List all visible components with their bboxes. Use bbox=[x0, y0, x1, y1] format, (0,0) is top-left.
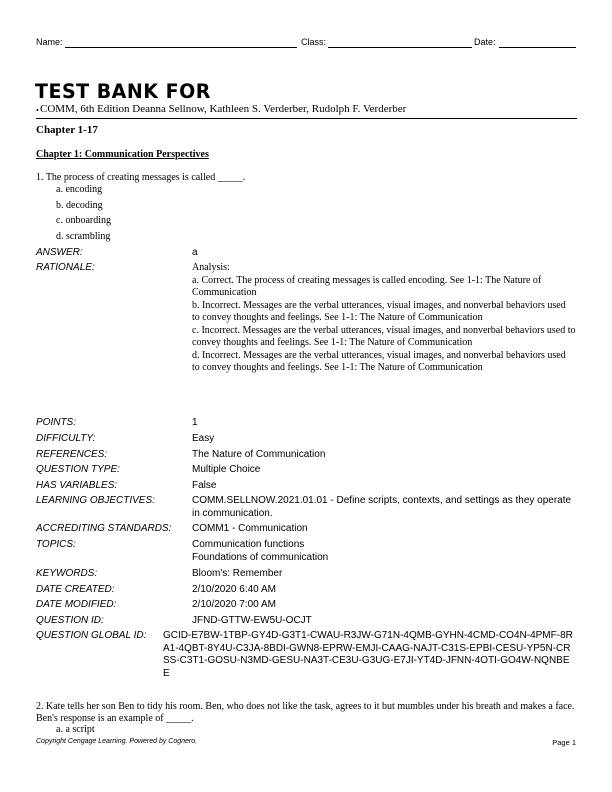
rationale-label: RATIONALE: bbox=[36, 262, 95, 273]
answer-label: ANSWER: bbox=[36, 247, 83, 258]
title-divider bbox=[36, 118, 577, 119]
topics-label: TOPICS: bbox=[36, 539, 76, 550]
question-id-label: QUESTION ID: bbox=[36, 615, 104, 626]
difficulty-value: Easy bbox=[192, 433, 215, 444]
keywords-label: KEYWORDS: bbox=[36, 568, 98, 579]
question-1-option-c: c. onboarding bbox=[56, 215, 111, 226]
learning-objectives-value: COMM.SELLNOW.2021.01.01 - Define scripts, contexts, and settings as they operate in communication. bbox=[192, 495, 572, 519]
class-label: Class: bbox=[301, 37, 327, 47]
section-heading: Chapter 1: Communication Perspectives bbox=[36, 149, 209, 160]
rationale-text bbox=[192, 262, 576, 375]
question-type-label: QUESTION TYPE: bbox=[36, 464, 120, 475]
accrediting-standards-label: ACCREDITING STANDARDS: bbox=[36, 523, 172, 534]
date-created-label: DATE CREATED: bbox=[36, 584, 115, 595]
points-value: 1 bbox=[192, 417, 198, 428]
footer-copyright: Copyright Cengage Learning. Powered by Cognero. bbox=[36, 738, 198, 745]
difficulty-label: DIFFICULTY: bbox=[36, 433, 96, 444]
question-1-stem: 1. The process of creating messages is called _____. bbox=[36, 172, 246, 183]
book-citation: COMM, 6th Edition Deanna Sellnow, Kathleen S. Verderber, Rudolph F. Verderber bbox=[40, 103, 407, 115]
topics-value-1: Communication functions bbox=[192, 539, 305, 550]
page-title: TEST BANK FOR bbox=[35, 80, 211, 104]
student-info-header bbox=[36, 37, 576, 51]
keywords-value: Bloom's: Remember bbox=[192, 568, 283, 579]
rationale-c: c. Incorrect. Messages are the verbal utterances, visual images, and nonverbal behaviors used to convey thoughts and feelings. See 1-1: The Nature of Communication bbox=[192, 324, 576, 348]
name-blank[interactable] bbox=[65, 47, 297, 48]
learning-objectives-label: LEARNING OBJECTIVES: bbox=[36, 495, 155, 506]
rationale-heading: Analysis: bbox=[192, 262, 230, 273]
topics-value-2: Foundations of communication bbox=[192, 551, 329, 563]
has-variables-value: False bbox=[192, 480, 217, 491]
date-blank[interactable] bbox=[499, 47, 576, 48]
question-2-stem: 2. Kate tells her son Ben to tidy his room. Ben, who does not like the task, agrees to it but mumbles under his breath and makes a face. Ben's response is an example of _____. bbox=[36, 701, 575, 724]
answer-value: a bbox=[192, 247, 198, 258]
question-1-option-d: d. scrambling bbox=[56, 231, 111, 242]
has-variables-label: HAS VARIABLES: bbox=[36, 480, 118, 491]
chapter-heading: Chapter 1-17 bbox=[36, 124, 98, 136]
class-blank[interactable] bbox=[328, 47, 472, 48]
question-global-id-value: GCID-E7BW-1TBP-GY4D-G3T1-CWAU-R3JW-G71N-4QMB-GYHN-4CMD-CO4N-4PMF-8RA1-4QBT-8Y4U-C3JA-8BDI-GWN8-EPRW-EMJI-CAAG-NAJT-C31S-EPBI-CESU-YP5N-CRSS-C3T1-GOSU-N3MD-GESU-NA3T-CE3U-G3UG-E7JI-YT4D-JFNN-4OTI-GO4W-NQNBEE bbox=[163, 630, 573, 679]
question-1-option-b: b. decoding bbox=[56, 200, 103, 211]
question-id-value: JFND-GTTW-EW5U-OCJT bbox=[192, 615, 312, 626]
accrediting-standards-value: COMM1 - Communication bbox=[192, 523, 308, 534]
date-label: Date: bbox=[474, 37, 496, 47]
question-type-value: Multiple Choice bbox=[192, 464, 261, 475]
date-modified-label: DATE MODIFIED: bbox=[36, 599, 117, 610]
date-modified-value: 2/10/2020 7:00 AM bbox=[192, 599, 276, 610]
book-bullet: • bbox=[36, 106, 39, 115]
question-1-option-a: a. encoding bbox=[56, 184, 103, 195]
rationale-a: a. Correct. The process of creating messages is called encoding. See 1-1: The Nature of Communication bbox=[192, 274, 542, 298]
rationale-d: d. Incorrect. Messages are the verbal utterances, visual images, and nonverbal behaviors used to convey thoughts and feelings. See 1-1: The Nature of Communication bbox=[192, 349, 566, 373]
date-created-value: 2/10/2020 6:40 AM bbox=[192, 584, 276, 595]
name-label: Name: bbox=[36, 37, 63, 47]
references-label: REFERENCES: bbox=[36, 449, 108, 460]
rationale-b: b. Incorrect. Messages are the verbal utterances, visual images, and nonverbal behaviors used to convey thoughts and feelings. See 1-1: The Nature of Communication bbox=[192, 299, 566, 323]
page-number: Page 1 bbox=[552, 738, 576, 747]
question-2-option-a: a. a script bbox=[56, 724, 95, 735]
question-global-id-label: QUESTION GLOBAL ID: bbox=[36, 630, 147, 641]
points-label: POINTS: bbox=[36, 417, 77, 428]
references-value: The Nature of Communication bbox=[192, 449, 326, 460]
